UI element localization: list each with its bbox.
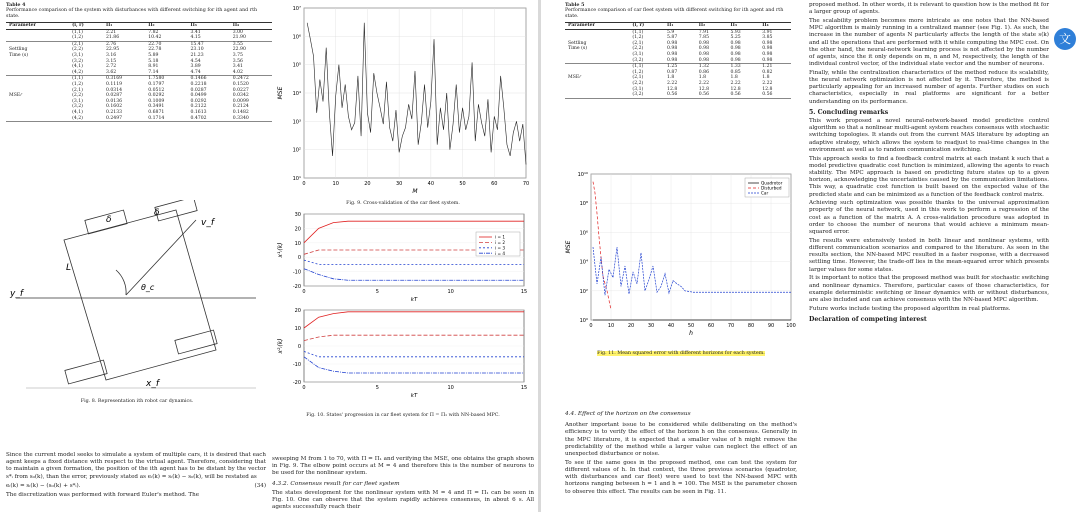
table-cell: 0.98: [762, 57, 773, 63]
table-cell: 0.98: [698, 51, 709, 57]
delta-label-1: δ: [106, 215, 112, 225]
table-cell: 1.8: [762, 75, 770, 81]
table-cell: (4,2): [72, 115, 83, 121]
table-header-cell: Parameter: [9, 23, 36, 28]
table-cell: 0.56: [762, 92, 773, 98]
table-cell: 0.1466: [190, 76, 207, 82]
subsection-heading: 4.3.2. Consensus result for car fleet system: [272, 480, 400, 487]
paragraph: To see if the same goes in the proposed method, one can test the system for different values of h. In that context, the three previous scenarios (quadrotor, with disturbances and car fleet) were used to test the NN-based MPC with horizons ranging between h = 1 and h = 100. The MSE is the parameter chosen to observe this effect. The results can be seen in Fig. 11.: [565, 459, 797, 495]
table-cell: (1,1): [72, 76, 83, 82]
x-tick-label: 10: [332, 181, 339, 187]
series-line: [304, 260, 524, 264]
table-cell: 21.90: [232, 35, 246, 41]
table-cell: 10.42: [148, 35, 162, 41]
y-tick-label: -10: [292, 269, 301, 276]
table-cell: 0.2124: [232, 104, 249, 110]
table-cell: 0.2122: [190, 104, 207, 110]
fig-10-chart: [272, 210, 534, 410]
table-5-block: [565, 2, 791, 99]
paragraph: It is important to notice that the proposed method was built for stochastic switching and nonlinear dynamics. Therefore, particular cases of those characteristics, for example deterministic switching or linear dynamics with or without disturbances, are also included and can achieve consensus with the NN-based MPC algorithm.: [809, 275, 1049, 303]
table-cell: 2.21: [105, 29, 117, 35]
highlighted-caption: Fig. 11. Mean squared error with different horizons for each system.: [597, 351, 765, 357]
table-cell: (1,2): [632, 69, 644, 75]
table-cell: 0.87: [667, 69, 678, 75]
car-body: [64, 210, 216, 380]
y-tick-label: 10⁶: [579, 230, 588, 237]
theta-label: θ_c: [141, 283, 155, 292]
table-cell: 7.91: [698, 29, 709, 35]
table-cell: 3.56: [232, 58, 243, 64]
table-cell: 0.0136: [105, 98, 123, 104]
table-cell: 12.8: [730, 86, 741, 92]
x-tick-label: 70: [522, 181, 530, 187]
table-cell: 0.2472: [232, 76, 249, 82]
series-line: [304, 335, 524, 340]
table-cell: 1.33: [730, 64, 741, 70]
table-cell: 0.56: [698, 92, 709, 98]
table-header-cell: (i, r): [632, 23, 645, 28]
y-tick-label: 10⁵: [292, 62, 301, 69]
fig-11-block: [561, 168, 801, 357]
table-cell: 22.70: [148, 41, 162, 47]
table-4-label: Table 4: [6, 2, 26, 8]
x-tick-label: 15: [520, 289, 528, 295]
table-cell: 0.0292: [190, 98, 207, 104]
table-cell: 2.22: [762, 80, 773, 86]
table-4: [6, 22, 272, 122]
y-tick-label: -20: [292, 380, 301, 386]
table-cell: 0.0512: [148, 87, 165, 93]
yf-label: y_f: [10, 289, 23, 299]
table-cell: 1.25: [667, 64, 678, 70]
table-cell: (3,2): [72, 58, 83, 64]
table-cell: 0.0314: [105, 87, 123, 93]
table-cell: 5.87: [667, 35, 678, 41]
fig-8-diagram: [6, 200, 268, 395]
table-cell: MSEᵢʳ: [9, 93, 23, 99]
table-cell: 0.86: [698, 69, 709, 75]
equation-number: (34): [254, 482, 266, 489]
table-cell: [565, 92, 629, 98]
table-cell: 5.93: [730, 29, 741, 35]
table-cell: (4,1): [72, 64, 83, 70]
y-axis-label: x²ᵢ(k): [277, 338, 284, 354]
y-axis-label: x¹ᵢ(k): [277, 242, 284, 258]
y-tick-label: 10⁷: [292, 6, 301, 12]
table-cell: 0.0292: [148, 93, 165, 99]
delta-label-2: δ: [154, 208, 160, 218]
table-cell: 0.98: [667, 40, 678, 46]
x-tick-label: 60: [491, 181, 498, 187]
y-tick-label: 10: [294, 326, 301, 332]
legend-label: i = 3: [495, 245, 505, 251]
table-header-cell: (i, r): [72, 23, 84, 28]
series-line: [593, 247, 791, 295]
x-tick-label: 5: [375, 385, 379, 391]
x-tick-label: 40: [667, 323, 675, 329]
table-cell: 7.85: [698, 35, 709, 41]
table-cell: 3.41: [232, 64, 243, 70]
table-cell: 4.54: [190, 58, 201, 64]
table-header-cell: Π₂: [148, 23, 155, 28]
y-tick-label: 0: [297, 344, 301, 350]
table-cell: 22.78: [148, 47, 162, 53]
table-cell: 0.1797: [148, 81, 165, 87]
x-tick-label: 15: [520, 385, 528, 391]
fig-8-block: [6, 200, 268, 405]
equation-34: [6, 483, 266, 490]
table-cell: 4.02: [232, 69, 243, 75]
table-cell: 2.76: [105, 41, 117, 47]
table-cell: (1,2): [72, 35, 83, 41]
series-line: [304, 312, 524, 328]
table-header-cell: Π₁: [667, 23, 674, 28]
table-cell: Settling: [568, 40, 587, 46]
x-tick-label: 80: [747, 323, 755, 329]
velocity-arrow: [126, 220, 196, 295]
table-5-caption: Performance comparison of car fleet system with different switching for ith agent and rth state.: [565, 8, 784, 19]
table-cell: 2.22: [698, 80, 709, 86]
table-cell: (2,2): [632, 46, 644, 52]
table-cell: 5.89: [148, 52, 159, 58]
table-header-cell: Π₃: [190, 23, 197, 28]
subsection-heading: 4.4. Effect of the horizon on the consensus: [565, 411, 691, 417]
table-cell: 0.98: [730, 57, 741, 63]
table-cell: 21.86: [105, 35, 120, 41]
table-cell: (3,1): [632, 86, 644, 92]
table-cell: 0.56: [667, 92, 678, 98]
table-cell: 5.25: [730, 35, 741, 41]
table-cell: 0.3491: [148, 104, 165, 110]
y-tick-label: 10: [294, 240, 301, 247]
table-cell: (2,2): [72, 47, 83, 53]
table-cell: 0.98: [667, 46, 678, 52]
x-tick-label: 70: [727, 323, 735, 329]
table-cell: 2.22: [667, 80, 678, 86]
table-header-cell: Π₃: [730, 23, 737, 28]
right-text-column-2: [809, 2, 1049, 325]
table-cell: 0.0287: [190, 87, 207, 93]
paragraph: The states development for the nonlinear system with M = 4 and Π = Π₁ can be seen in Fig. 10. One can observe that the system rapidly achieves consensus, in about 6 s. All agents successfully reach their: [272, 489, 534, 511]
paragraph: Future works include testing the proposed algorithm in real platforms.: [809, 305, 1011, 312]
table-cell: 2.22: [730, 80, 741, 86]
table-cell: 3.75: [232, 52, 243, 58]
paragraph: proposed method. In other words, it is relevant to question how is the method fit for a larger group of agents.: [809, 2, 1049, 16]
table-5: [565, 22, 791, 99]
legend-label: i = 1: [495, 234, 505, 240]
table-cell: (3,1): [632, 51, 644, 57]
table-cell: Time (s): [9, 52, 29, 58]
table-cell: 0.56: [730, 92, 741, 98]
table-cell: 1.7580: [148, 76, 165, 82]
rear-wheel-right: [175, 330, 217, 354]
table-5-label: Table 5: [565, 2, 585, 8]
y-tick-label: 0: [297, 255, 301, 262]
table-header-cell: Π₁: [105, 23, 113, 28]
legend-label: i = 2: [495, 240, 505, 245]
left-text-column-1: [6, 452, 266, 501]
fig-8-caption: Fig. 8. Representation ith robot car dynamics.: [80, 399, 194, 405]
table-cell: (2,1): [632, 75, 644, 81]
y-tick-label: 20: [294, 226, 301, 233]
table-header-cell: Π₂: [698, 23, 706, 28]
table-cell: 1.21: [762, 64, 773, 70]
y-tick-label: 10⁴: [579, 259, 588, 266]
fig-10-caption: Fig. 10. States' progression in car fleet system for Π = Π₁ with NN-based MPC.: [306, 413, 500, 419]
y-axis-label: MSE: [277, 86, 284, 100]
table-cell: 2.72: [105, 64, 117, 70]
L-label: L: [66, 263, 72, 273]
table-cell: [6, 116, 69, 122]
table-cell: 3.16: [105, 52, 117, 58]
series-line: [307, 23, 526, 165]
table-cell: 3.41: [190, 29, 201, 35]
y-tick-label: 10²: [579, 288, 588, 295]
table-header-cell: Parameter: [568, 23, 595, 28]
right-text-column-1: [565, 408, 797, 497]
table-cell: MSEᵢʳ: [568, 75, 582, 81]
y-tick-label: -10: [292, 362, 301, 368]
table-cell: 7.82: [148, 29, 159, 35]
table-cell: 0.98: [667, 51, 678, 57]
translate-icon[interactable]: 文: [1054, 28, 1076, 50]
table-cell: 0.2497: [105, 115, 123, 121]
paragraph: Another important issue to be considered while deliberating on the method's efficiency is to verify the effect of the horizon h on the consensus. Generally in the MPC literature, it is expected that a smaller value of h might remove the predictability of the method while a larger value can neglect the effect of an unexpected disturbance or noise.: [565, 422, 797, 458]
series-line: [593, 182, 611, 310]
x-tick-label: 90: [767, 323, 775, 329]
x-tick-label: 0: [302, 289, 306, 295]
table-cell: 4.74: [190, 69, 201, 75]
table-cell: 3.85: [762, 35, 773, 41]
table-cell: 23.10: [190, 47, 204, 53]
table-cell: 0.98: [762, 46, 773, 52]
table-cell: 0.1520: [232, 81, 249, 87]
table-cell: 0.2218: [190, 81, 207, 87]
paragraph: This approach seeks to find a feedback control matrix at each instant k such that a model predictive quadratic cost function is minimized, allowing the agents to reach stability. The MPC approach is based on predicting future states up to a given horizon, acknowledging the uncertainties caused by the communication limitations. This way, a quadratic cost function is built based on the expected value of the predicted state and can be minimized as a function of the feedback control matrix.: [809, 155, 1049, 198]
x-tick-label: 30: [395, 181, 403, 187]
table-cell: 1.8: [730, 75, 738, 81]
x-tick-label: 10: [447, 385, 454, 391]
section-heading: Declaration of competing interest: [809, 315, 927, 323]
x-axis-label: h: [689, 330, 693, 337]
table-cell: 0.1119: [105, 81, 123, 87]
table-cell: Time (s): [568, 46, 588, 52]
table-cell: 3.15: [105, 58, 117, 64]
legend-label: Disturbed: [761, 185, 782, 191]
section-heading: 5. Concluding remarks: [809, 108, 889, 116]
table-cell: (2,1): [72, 41, 83, 47]
y-tick-label: 30: [294, 212, 301, 218]
y-tick-label: 10⁴: [292, 91, 301, 97]
table-cell: 0.1009: [148, 98, 165, 104]
paragraph: The scalability problem becomes more intricate as one notes that the NN-based MPC algorithm is mainly running in a centralized manner (see Fig. 1). As such, the increase in the number of agents N particularly affects the length of the state s(k) and all the operations that are performed with it while computing the MPC cost. On the other hand, the neural-network learning process is not affected by the number of agents, since the it only depends on m, n and M, respectively, the length of the individual control vector, of the individual state vector and the number of neurons.: [809, 17, 1049, 68]
table-cell: 0.1714: [148, 115, 165, 121]
fig-11-caption: [561, 351, 801, 357]
table-cell: 0.0287: [105, 93, 123, 99]
table-cell: 5.18: [148, 58, 159, 64]
x-tick-label: 20: [627, 323, 635, 329]
left-page[interactable]: [0, 0, 538, 512]
table-cell: (1,2): [72, 81, 83, 87]
table-cell: 0.98: [667, 57, 678, 63]
vf-label: v_f: [201, 218, 214, 228]
paragraph: This work proposed a novel neural-network-based model predictive control algorithm so that a nonlinear multi-agent system reaches consensus with stochastic switching topologies. It stands out from the current MAS literature by adopting an adaptive strategy, which allows the system to readjust to real-time changes in the environment as well as to random communication switching.: [809, 118, 1049, 153]
fig-9-block: [272, 2, 534, 207]
y-tick-label: 10¹⁰: [577, 172, 588, 178]
table-cell: (4,2): [72, 69, 83, 75]
y-tick-label: 10⁸: [579, 201, 588, 208]
table-header-cell: Π₄: [762, 23, 769, 28]
x-tick-label: 10: [607, 323, 615, 329]
paragraph: The results were extensively tested in both linear and nonlinear systems, with different communication scenarios and compared to the literature. As seen in the results section, the NN-based MPC resulted in a faster response, with a decreased settling time. However, the trade-off lies in the mean-squared error which presents larger values for some states.: [809, 237, 1049, 273]
series-line: [304, 269, 524, 281]
x-tick-label: 60: [707, 323, 715, 329]
xf-label: x_f: [146, 379, 159, 389]
table-cell: 12.8: [667, 86, 678, 92]
fig-9-caption: Fig. 9. Cross-validation of the car fleet system.: [346, 201, 460, 207]
y-tick-label: -20: [292, 284, 301, 290]
table-cell: 0.2133: [105, 109, 123, 115]
table-cell: (3,2): [632, 57, 644, 63]
table-cell: 0.1613: [190, 109, 207, 115]
table-cell: 0.0099: [232, 98, 249, 104]
legend-label: Car: [761, 190, 769, 196]
x-tick-label: 30: [647, 323, 655, 329]
table-cell: Settling: [9, 47, 28, 53]
table-4-block: [6, 2, 272, 122]
table-row: [6, 116, 272, 122]
legend-label: Quadrotor: [761, 180, 783, 186]
x-axis-label: kT: [410, 297, 418, 303]
table-cell: 1.8: [667, 75, 675, 81]
x-axis-label: kT: [410, 393, 418, 399]
table-cell: 0.82: [762, 69, 773, 75]
paragraph: sweeping M from 1 to 70, with Π = Π₁ and verifying the MSE, one obtains the graph shown in Fig. 9. The elbow point occurs at M = 4 and therefore this is the number of neurons to be used for the nonlinear system.: [272, 456, 534, 477]
x-tick-label: 50: [459, 181, 466, 187]
table-header-cell: Π₄: [232, 23, 240, 28]
table-cell: 0.3169: [105, 76, 123, 82]
table-row: [565, 92, 791, 98]
left-text-column-2: [272, 456, 534, 512]
table-cell: 3.89: [190, 64, 201, 70]
fig-9-chart: [272, 2, 534, 198]
y-axis-label: MSE: [565, 240, 572, 254]
table-cell: 0.98: [698, 46, 709, 52]
table-cell: (1,1): [632, 29, 644, 35]
series-line: [304, 357, 524, 373]
table-cell: 0.98: [730, 51, 741, 57]
table-cell: (1,1): [632, 64, 644, 70]
paragraph: Achieving such optimization was possible thanks to the universal approximation property of the neural network, used in this work to perform a regression of the cost as a function of the matrix A. A cross-validation procedure was adopted in order to choose the number of neurons that would achieve a minimum mean-squared error.: [809, 200, 1049, 236]
y-tick-label: 10³: [292, 119, 301, 126]
x-tick-label: 0: [302, 385, 306, 391]
y-tick-label: 10²: [292, 147, 301, 154]
table-cell: 7.14: [148, 69, 159, 75]
x-tick-label: 10: [447, 289, 454, 295]
table-cell: 1.32: [698, 64, 709, 70]
x-axis-label: M: [412, 188, 418, 195]
table-cell: 22.95: [105, 47, 120, 53]
table-cell: (3,1): [72, 52, 83, 58]
table-cell: (3,1): [72, 98, 83, 104]
series-line: [304, 351, 524, 356]
table-cell: (3,2): [72, 104, 83, 110]
table-cell: 4.15: [190, 35, 201, 41]
table-cell: 3.62: [105, 69, 117, 75]
paragraph: The discretization was performed with forward Euler's method. The: [6, 492, 200, 499]
x-tick-label: 5: [375, 289, 379, 295]
table-cell: 0.3340: [232, 115, 249, 121]
x-tick-label: 100: [786, 323, 796, 329]
table-cell: 0.98: [730, 40, 741, 46]
table-cell: 0.98: [762, 40, 773, 46]
equation: eᵢ(k) = sᵢ(k) − (s₀(k) + s*ᵢ).: [6, 482, 81, 489]
x-tick-label: 50: [687, 323, 695, 329]
table-cell: 1.8: [698, 75, 707, 81]
table-cell: 0.6871: [148, 109, 165, 115]
table-cell: 15.47: [190, 41, 204, 47]
table-cell: 8.91: [148, 64, 159, 70]
table-4-caption: Performance comparison of the system with disturbances with different switching for ith agent and rth state.: [6, 8, 258, 19]
x-tick-label: 40: [427, 181, 435, 187]
table-cell: (2,1): [72, 87, 83, 93]
table-cell: 0.98: [698, 40, 709, 46]
x-tick-label: 0: [589, 323, 593, 329]
table-cell: (3,2): [632, 92, 644, 98]
table-cell: (1,2): [632, 35, 644, 41]
table-cell: 0.85: [730, 69, 741, 75]
table-cell: 22.90: [232, 47, 246, 53]
y-tick-label: 10¹: [292, 176, 301, 182]
table-cell: 3.91: [762, 29, 773, 35]
x-tick-label: 20: [364, 181, 371, 187]
theta-arc: [116, 270, 126, 295]
table-cell: 5.9: [667, 29, 675, 35]
y-tick-label: 20: [294, 308, 301, 314]
table-cell: 0.4702: [190, 115, 207, 121]
table-cell: 0.0342: [232, 93, 249, 99]
table-cell: 21.23: [190, 52, 204, 58]
paragraph: Since the current model seeks to simulate a system of multiple cars, it is desired that each agent keeps a fixed distance with respect to the virtual agent. Therefore, considering that to maintain a given formation, the position of the ith agent has to be distant by the vector s*ᵢ from s₀(k), than the error, previously stated as eᵢ(k) = sᵢ(k) − s₀(k), will be restated as: [6, 452, 266, 480]
table-cell: 3.00: [232, 29, 243, 35]
x-tick-label: 0: [302, 181, 306, 187]
table-cell: (2,1): [632, 40, 644, 46]
legend-label: i = 4: [495, 250, 505, 256]
table-cell: 12.8: [762, 86, 773, 92]
fig-10-block: [272, 210, 534, 419]
table-cell: 0.98: [762, 51, 773, 57]
fig-11-chart: [561, 168, 801, 348]
table-cell: (1,1): [72, 29, 83, 35]
table-cell: (4,1): [72, 109, 83, 115]
table-cell: 12.8: [698, 86, 709, 92]
table-cell: 0.0499: [190, 93, 207, 99]
table-cell: 0.98: [698, 57, 709, 63]
table-cell: 0.98: [730, 46, 741, 52]
table-cell: 0.1482: [232, 109, 249, 115]
right-page[interactable]: [541, 0, 1080, 512]
table-cell: 0.1602: [105, 104, 123, 110]
paragraph: Finally, while the centralization characteristics of the method reduce its scalability, the neural network optimization is not affected by it. Therefore, the method is particularly appealing for an increased number of agents. Further studies on such characteristics, especially in real platforms are significant for a better understanding on its performance.: [809, 69, 1049, 105]
table-cell: (2,2): [72, 93, 83, 99]
y-tick-label: 10⁰: [579, 318, 588, 324]
table-cell: 0.0227: [232, 87, 249, 93]
table-cell: (2,2): [632, 80, 644, 86]
table-cell: 3.55: [232, 41, 243, 47]
y-tick-label: 10⁶: [292, 34, 301, 41]
